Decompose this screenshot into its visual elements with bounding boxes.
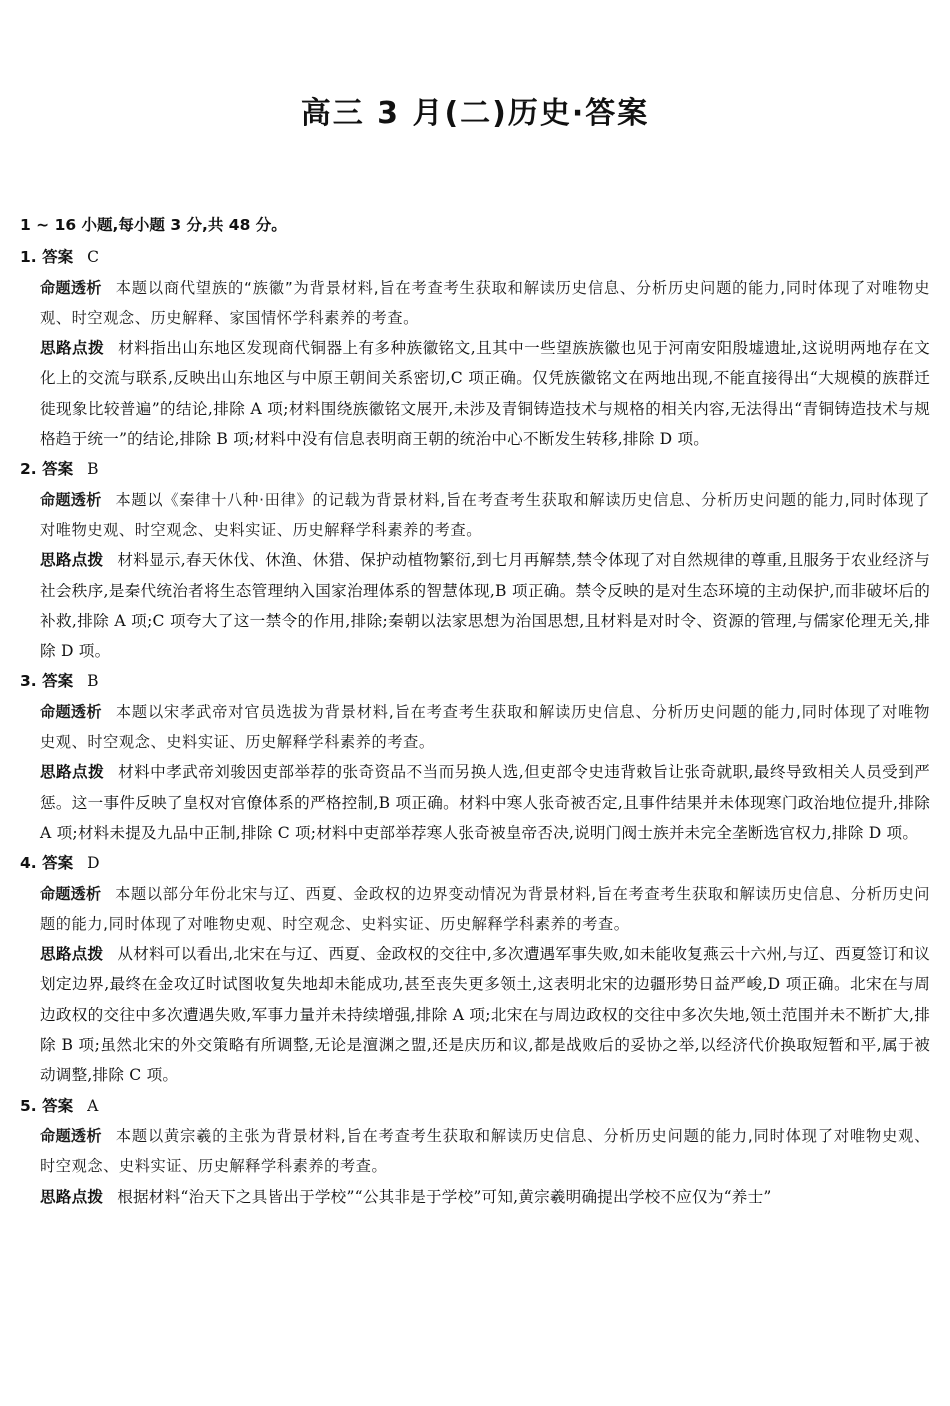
answer-label: 3. 答案 — [20, 672, 74, 691]
answer-label: 4. 答案 — [20, 854, 74, 873]
analysis-text: 本题以商代望族的“族徽”为背景材料,旨在考查考生获取和解读历史信息、分析历史问题的能力,同时体现了对唯物史观、时空观念、历史解释、家国情怀学科素养的考查。 — [40, 278, 930, 327]
answer-line — [20, 848, 930, 878]
analysis-paragraph — [20, 697, 930, 758]
answer-line — [20, 454, 930, 484]
approach-paragraph — [20, 939, 930, 1090]
scoring-note: 1 ~ 16 小题,每小题 3 分,共 48 分。 — [20, 216, 287, 234]
analysis-text: 本题以宋孝武帝对官员选拔为背景材料,旨在考查考生获取和解读历史信息、分析历史问题的能力,同时体现了对唯物史观、时空观念、史料实证、历史解释学科素养的考查。 — [40, 702, 930, 752]
answer-label: 5. 答案 — [20, 1096, 74, 1115]
approach-tag: 思路点拨 — [40, 551, 104, 570]
answer-line — [20, 666, 930, 696]
question-4 — [20, 848, 930, 1090]
approach-tag: 思路点拨 — [40, 763, 105, 782]
analysis-tag: 命题透析 — [40, 490, 102, 509]
analysis-tag: 命题透析 — [40, 884, 102, 903]
approach-text: 根据材料“治天下之具皆出于学校”“公其非是于学校”可知,黄宗羲明确提出学校不应仅为“养士” — [117, 1187, 772, 1206]
question-5 — [20, 1091, 930, 1212]
answer-letter: D — [87, 854, 100, 873]
approach-paragraph — [20, 333, 930, 454]
approach-text: 从材料可以看出,北宋在与辽、西夏、金政权的交往中,多次遭遇军事失败,如未能收复燕云十六州,与辽、西夏签订和议划定边界,最终在金攻辽时试图收复失地却未能成功,甚至丧失更多领土,这表明北宋的边疆形势日益严峻,D 项正确。北宋在与周边政权的交往中多次遭遇失败,军事力量并未持续增强,排除 A 项;北宋在与周边政权的交往中多次失地,领土范围并未不断扩大,排除 B 项;虽然北宋的外交策略有所调整,无论是澶渊之盟,还是庆历和议,都是战败后的妥协之举,以经济代价换取短暂和平,属于被动调整,排除 C 项。 — [40, 945, 930, 1085]
approach-text: 材料显示,春天休伐、休渔、休猎、保护动植物繁衍,到七月再解禁,禁令体现了对自然规律的尊重,且服务于农业经济与社会秩序,是秦代统治者将生态管理纳入国家治理体系的智慧体现,B 项正确。禁令反映的是对生态环境的主动保护,而非破坏后的补救,排除 A 项;C 项夸大了这一禁令的作用,排除;秦朝以法家思想为治国思想,且材料是对时令、资源的管理,与儒家伦理无关,排除 D 项。 — [40, 551, 930, 661]
analysis-tag: 命题透析 — [40, 278, 102, 297]
answer-label: 1. 答案 — [20, 248, 74, 267]
analysis-text: 本题以黄宗羲的主张为背景材料,旨在考查考生获取和解读历史信息、分析历史问题的能力,同时体现了对唯物史观、时空观念、史料实证、历史解释学科素养的考查。 — [40, 1126, 930, 1176]
analysis-paragraph — [20, 273, 930, 334]
page-title: 高三 3 月(二)历史·答案 — [300, 96, 650, 131]
question-1 — [20, 242, 930, 454]
analysis-tag: 命题透析 — [40, 1126, 102, 1145]
question-2 — [20, 454, 930, 666]
answer-letter: A — [87, 1096, 99, 1115]
answer-letter: B — [87, 672, 99, 691]
analysis-text: 本题以《秦律十八种·田律》的记载为背景材料,旨在考查考生获取和解读历史信息、分析历史问题的能力,同时体现了对唯物史观、时空观念、史料实证、历史解释学科素养的考查。 — [40, 490, 930, 539]
analysis-tag: 命题透析 — [40, 702, 102, 721]
approach-paragraph — [20, 757, 930, 848]
analysis-paragraph — [20, 879, 930, 940]
answer-label: 2. 答案 — [20, 460, 74, 479]
approach-tag: 思路点拨 — [40, 1187, 104, 1206]
approach-tag: 思路点拨 — [40, 945, 104, 964]
answer-letter: C — [87, 248, 99, 267]
answer-line — [20, 1091, 930, 1121]
analysis-paragraph — [20, 485, 930, 546]
answer-letter: B — [87, 460, 99, 479]
analysis-text: 本题以部分年份北宋与辽、西夏、金政权的边界变动情况为背景材料,旨在考查考生获取和解读历史信息、分析历史问题的能力,同时体现了对唯物史观、时空观念、史料实证、历史解释学科素养的考查。 — [40, 884, 931, 933]
approach-text: 材料指出山东地区发现商代铜器上有多种族徽铭文,且其中一些望族族徽也见于河南安阳殷墟遗址,这说明两地存在文化上的交流与联系,反映出山东地区与中原王朝间关系密切,C 项正确。仅凭族徽铭文在两地出现,不能直接得出“大规模的族群迁徙现象比较普遍”的结论,排除 A 项;材料围绕族徽铭文展开,未涉及青铜铸造技术与规格的相关内容,无法得出“青铜铸造技术与规格趋于统一”的结论,排除 B 项;材料中没有信息表明商王朝的统治中心不断发生转移,排除 D 项。 — [40, 339, 930, 449]
analysis-paragraph — [20, 1121, 930, 1182]
answer-line — [20, 242, 930, 272]
answer-content — [20, 210, 930, 1212]
question-3 — [20, 666, 930, 848]
approach-text: 材料中孝武帝刘骏因吏部举荐的张奇资品不当而另换人选,但吏部令史违背敕旨让张奇就职,最终导致相关人员受到严惩。这一事件反映了皇权对官僚体系的严格控制,B 项正确。材料中寒人张奇被否定,且事件结果并未体现寒门政治地位提升,排除 A 项;材料未提及九品中正制,排除 C 项;材料中吏部举荐寒人张奇被皇帝否决,说明门阀士族并未完全垄断选官权力,排除 D 项。 — [40, 763, 930, 842]
approach-paragraph — [20, 1182, 930, 1212]
approach-paragraph — [20, 545, 930, 666]
approach-tag: 思路点拨 — [40, 339, 105, 358]
